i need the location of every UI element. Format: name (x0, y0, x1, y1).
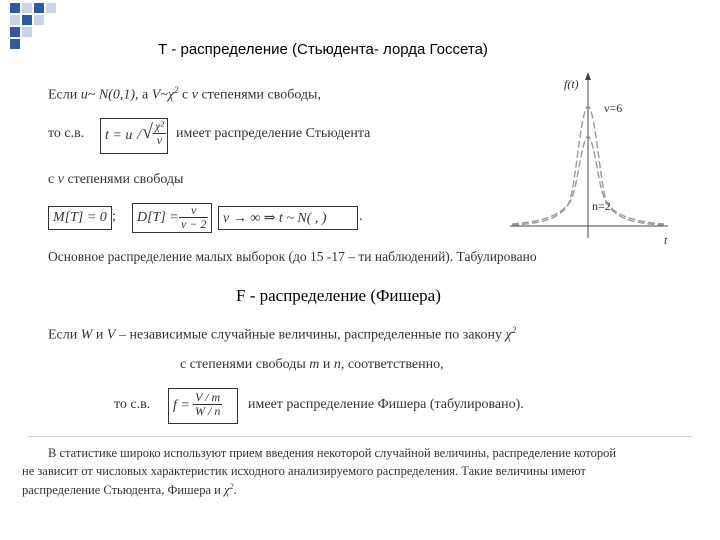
numerator: V / m (193, 391, 222, 405)
text: и (322, 357, 331, 372)
y-axis-arrow-icon (585, 72, 591, 80)
fraction (153, 120, 166, 147)
student-line-2-prefix: то с.в. (48, 126, 85, 141)
fisher-line-3-prefix: то с.в. (114, 397, 151, 412)
text: с степенями свободы (180, 357, 306, 372)
text: распределение Стьюдента, Фишера и (22, 483, 221, 498)
numerator: ν (179, 204, 208, 218)
numerator: χ² (155, 119, 164, 133)
math-t: t = u (105, 128, 133, 143)
corner-square (34, 3, 44, 13)
variance-fraction (179, 204, 208, 231)
corner-square (22, 15, 32, 25)
corner-square (46, 3, 56, 13)
student-footnote: Основное распределение малых выборок (до 15 -17 – ти наблюдений). Табулировано (48, 249, 537, 264)
math-m: m (309, 357, 320, 372)
curve-label-low: n=2 (592, 199, 611, 213)
math-v: V (151, 87, 161, 103)
student-density-graph (508, 70, 684, 250)
math-chi-sup: 2 (229, 482, 234, 491)
fisher-line-3-suffix: имеет распределение Фишера (табулировано). (248, 397, 524, 412)
math-u: u (80, 87, 88, 103)
corner-square (22, 3, 32, 13)
variance-formula-box (132, 203, 212, 233)
variance-lhs: D[T] = (137, 210, 179, 225)
sqrt-icon: √ (142, 121, 153, 143)
curve-label-high: ν=6 (604, 101, 623, 115)
text: , а (135, 87, 149, 103)
math-chi: χ (223, 483, 230, 498)
fisher-subtitle: F - распределение (Фишера) (236, 286, 441, 305)
x-axis-label: t (664, 233, 668, 247)
note-line-3 (22, 482, 237, 498)
corner-square (10, 27, 20, 37)
corner-square (34, 15, 44, 25)
text: Если (48, 327, 78, 343)
limit-formula-box (218, 206, 358, 230)
slide-title: Т - распределение (Стьюдента- лорда Госсета) (158, 41, 488, 58)
math-chi-sup: 2 (511, 325, 517, 335)
student-line-2-suffix: имеет распределение Стьюдента (176, 126, 371, 141)
text: – независимые случайные величины, распределенные по закону (118, 327, 503, 343)
note-line-2: не зависит от числовых характеристик исходного анализируемого распределения. Такие величины имеют (22, 464, 586, 478)
corner-square (10, 15, 20, 25)
math-slash: / (137, 128, 141, 143)
note-line-1: В статистике широко используют прием введения некоторой случайной величины, распределение которой (48, 446, 617, 460)
limit-formula: ν → ∞ ⇒ t ~ N( , ) (223, 211, 327, 226)
corner-square (10, 39, 20, 49)
corner-square (10, 3, 20, 13)
math-chi: χ (505, 327, 512, 343)
denominator: ν − 2 (181, 217, 207, 231)
separator: ; (112, 209, 116, 224)
fisher-fraction (193, 391, 222, 418)
y-axis-label: f(t) (564, 77, 579, 91)
text: с (182, 87, 189, 103)
text: . (233, 483, 237, 498)
student-line-1 (48, 85, 321, 104)
text: степенями свободы, (201, 87, 321, 103)
student-t-formula-box (100, 118, 168, 154)
fisher-line-2 (180, 357, 444, 373)
denominator: ν (156, 133, 163, 147)
math-normal: N(0,1) (98, 87, 135, 103)
corner-square (22, 27, 32, 37)
text: с (48, 172, 55, 187)
math-chi-sup: 2 (174, 85, 179, 95)
student-line-3 (48, 172, 183, 188)
math-f: f = (173, 398, 190, 413)
math-chi: ~χ (160, 87, 175, 103)
denominator: W / n (195, 404, 221, 418)
text: , соответственно, (340, 357, 444, 372)
math-w: W (80, 327, 93, 343)
limit-end: . (359, 209, 363, 224)
text: Если (48, 87, 78, 103)
math-nu: ν (191, 87, 198, 103)
mean-formula-box (48, 206, 112, 230)
fisher-line-1 (48, 325, 516, 344)
math-tilde: ~ (87, 87, 96, 103)
math-n: n (333, 357, 341, 372)
mean-formula: M[T] = 0 (53, 210, 107, 225)
fisher-f-formula-box (168, 388, 238, 424)
math-v: V (106, 327, 116, 343)
text: и (95, 327, 104, 343)
text: степенями свободы (67, 172, 184, 187)
math-nu: ν (57, 172, 64, 187)
divider (28, 436, 692, 437)
